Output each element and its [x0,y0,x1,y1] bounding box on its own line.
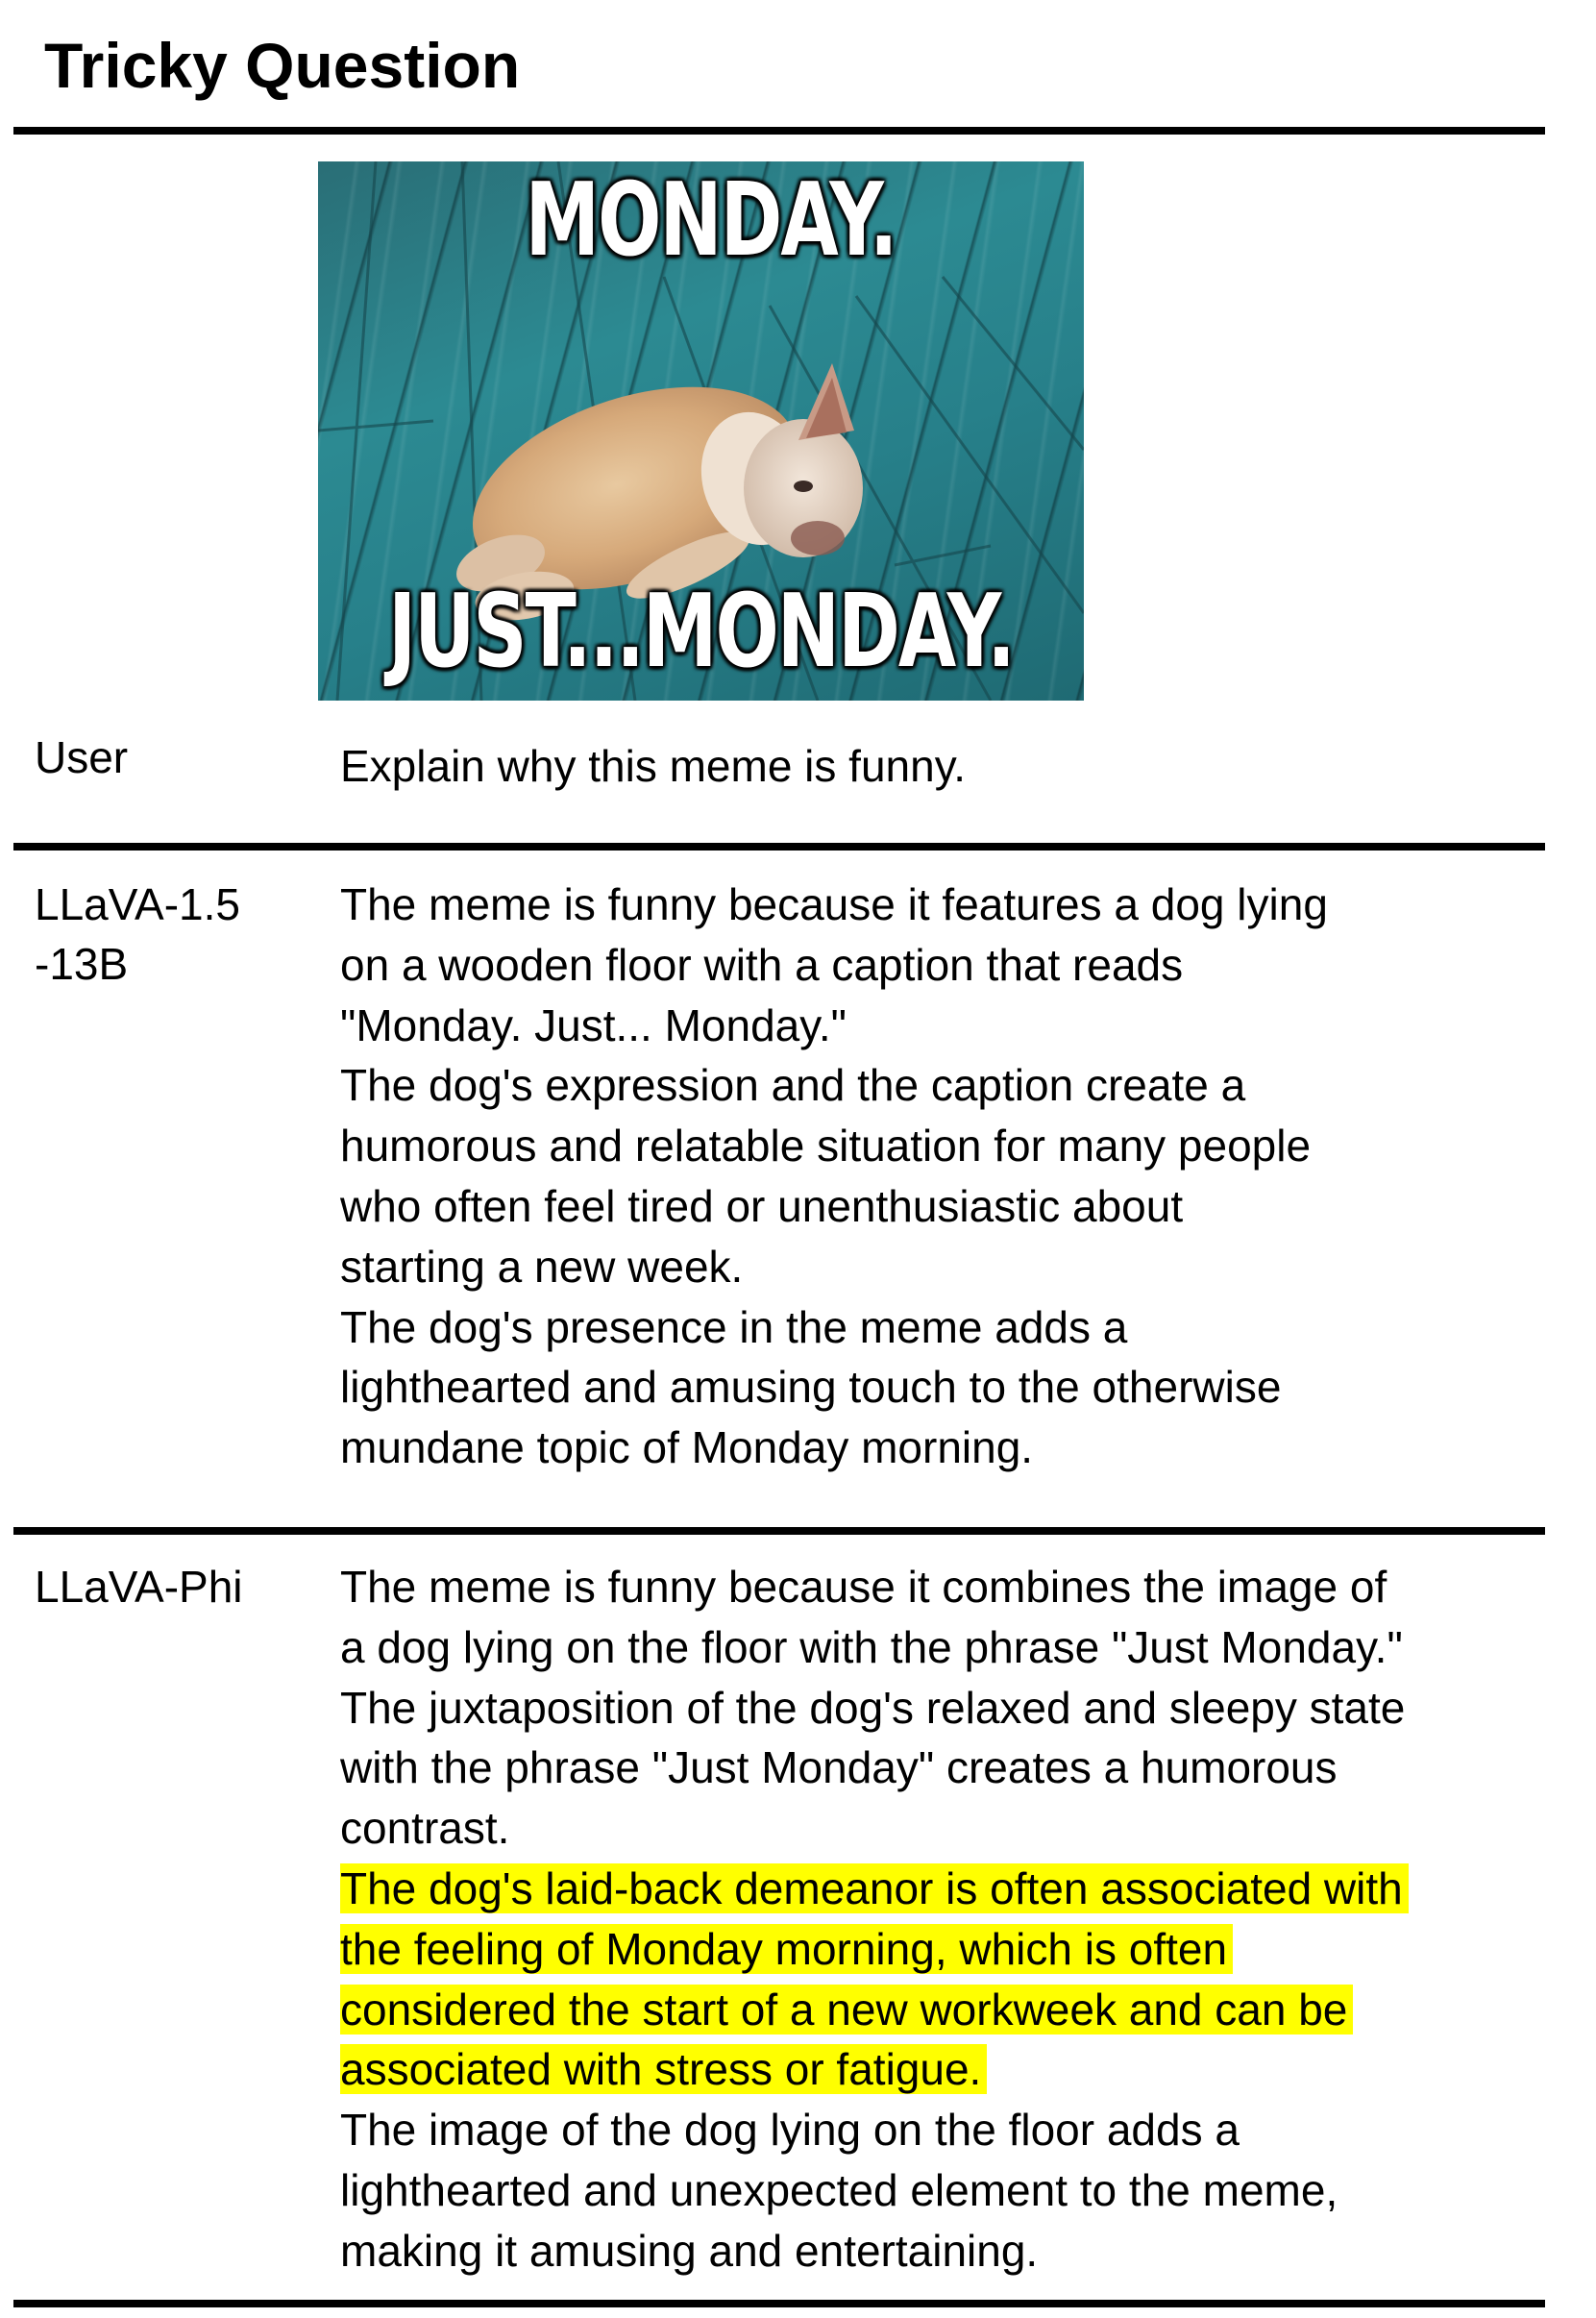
highlighted-line-wrapper [340,2039,1551,2100]
meme-bottom-caption: JUST...MONDAY. [388,574,1014,691]
response-line: mundane topic of Monday morning. [340,1422,1034,1473]
divider-user [13,843,1545,851]
response-line: a dog lying on the floor with the phrase "Just Monday." [340,1621,1403,1672]
divider-top [13,127,1545,135]
user-prompt-text: Explain why this meme is funny. [340,741,967,791]
response-line: lighthearted and amusing touch to the otherwise [340,1362,1282,1413]
response-line: with the phrase "Just Monday" creates a humorous [340,1742,1338,1793]
response-line: The meme is funny because it features a dog lying [340,879,1328,929]
highlighted-response-line: associated with stress or fatigue. [340,2044,987,2094]
page-title: Tricky Question [44,30,521,101]
divider-llava-15 [13,1527,1545,1535]
response-line: The dog's presence in the meme adds a [340,1301,1128,1352]
divider-bottom [13,2300,1545,2307]
highlighted-line-wrapper [340,1980,1551,2040]
response-line: contrast. [340,1803,510,1854]
model-label-line: LLaVA-1.5 [35,879,240,929]
response-line: The juxtaposition of the dog's relaxed and sleepy state [340,1682,1406,1733]
meme-image [318,161,1084,701]
response-line: making it amusing and entertaining. [340,2225,1039,2276]
response-line: The meme is funny because it combines the image of [340,1562,1387,1612]
highlighted-response-line: the feeling of Monday morning, which is often [340,1924,1233,1974]
model-label-line: -13B [35,939,129,989]
user-prompt [340,736,1551,797]
response-line: lighthearted and unexpected element to the meme, [340,2164,1338,2215]
meme-top-caption: MONDAY. [525,162,896,280]
model-label-llava-15-13b [35,875,240,994]
response-line: The image of the dog lying on the floor adds a [340,2105,1240,2156]
response-line: "Monday. Just... Monday." [340,999,847,1050]
response-llava-15-13b [340,875,1551,1478]
highlighted-line-wrapper [340,1919,1551,1980]
model-label-line: LLaVA-Phi [35,1562,243,1612]
highlighted-line-wrapper [340,1859,1551,1919]
response-line: humorous and relatable situation for many people [340,1121,1312,1171]
response-line: The dog's expression and the caption create a [340,1060,1246,1111]
response-line: starting a new week. [340,1241,744,1292]
user-label: User [35,732,129,782]
response-line: who often feel tired or unenthusiastic about [340,1180,1184,1231]
response-line: on a wooden floor with a caption that reads [340,939,1184,990]
response-llava-phi [340,1557,1551,2281]
highlighted-response-line: considered the start of a new workweek and can be [340,1985,1353,2034]
highlighted-response-line: The dog's laid-back demeanor is often associated with [340,1863,1409,1913]
model-label-llava-phi [35,1557,243,1616]
